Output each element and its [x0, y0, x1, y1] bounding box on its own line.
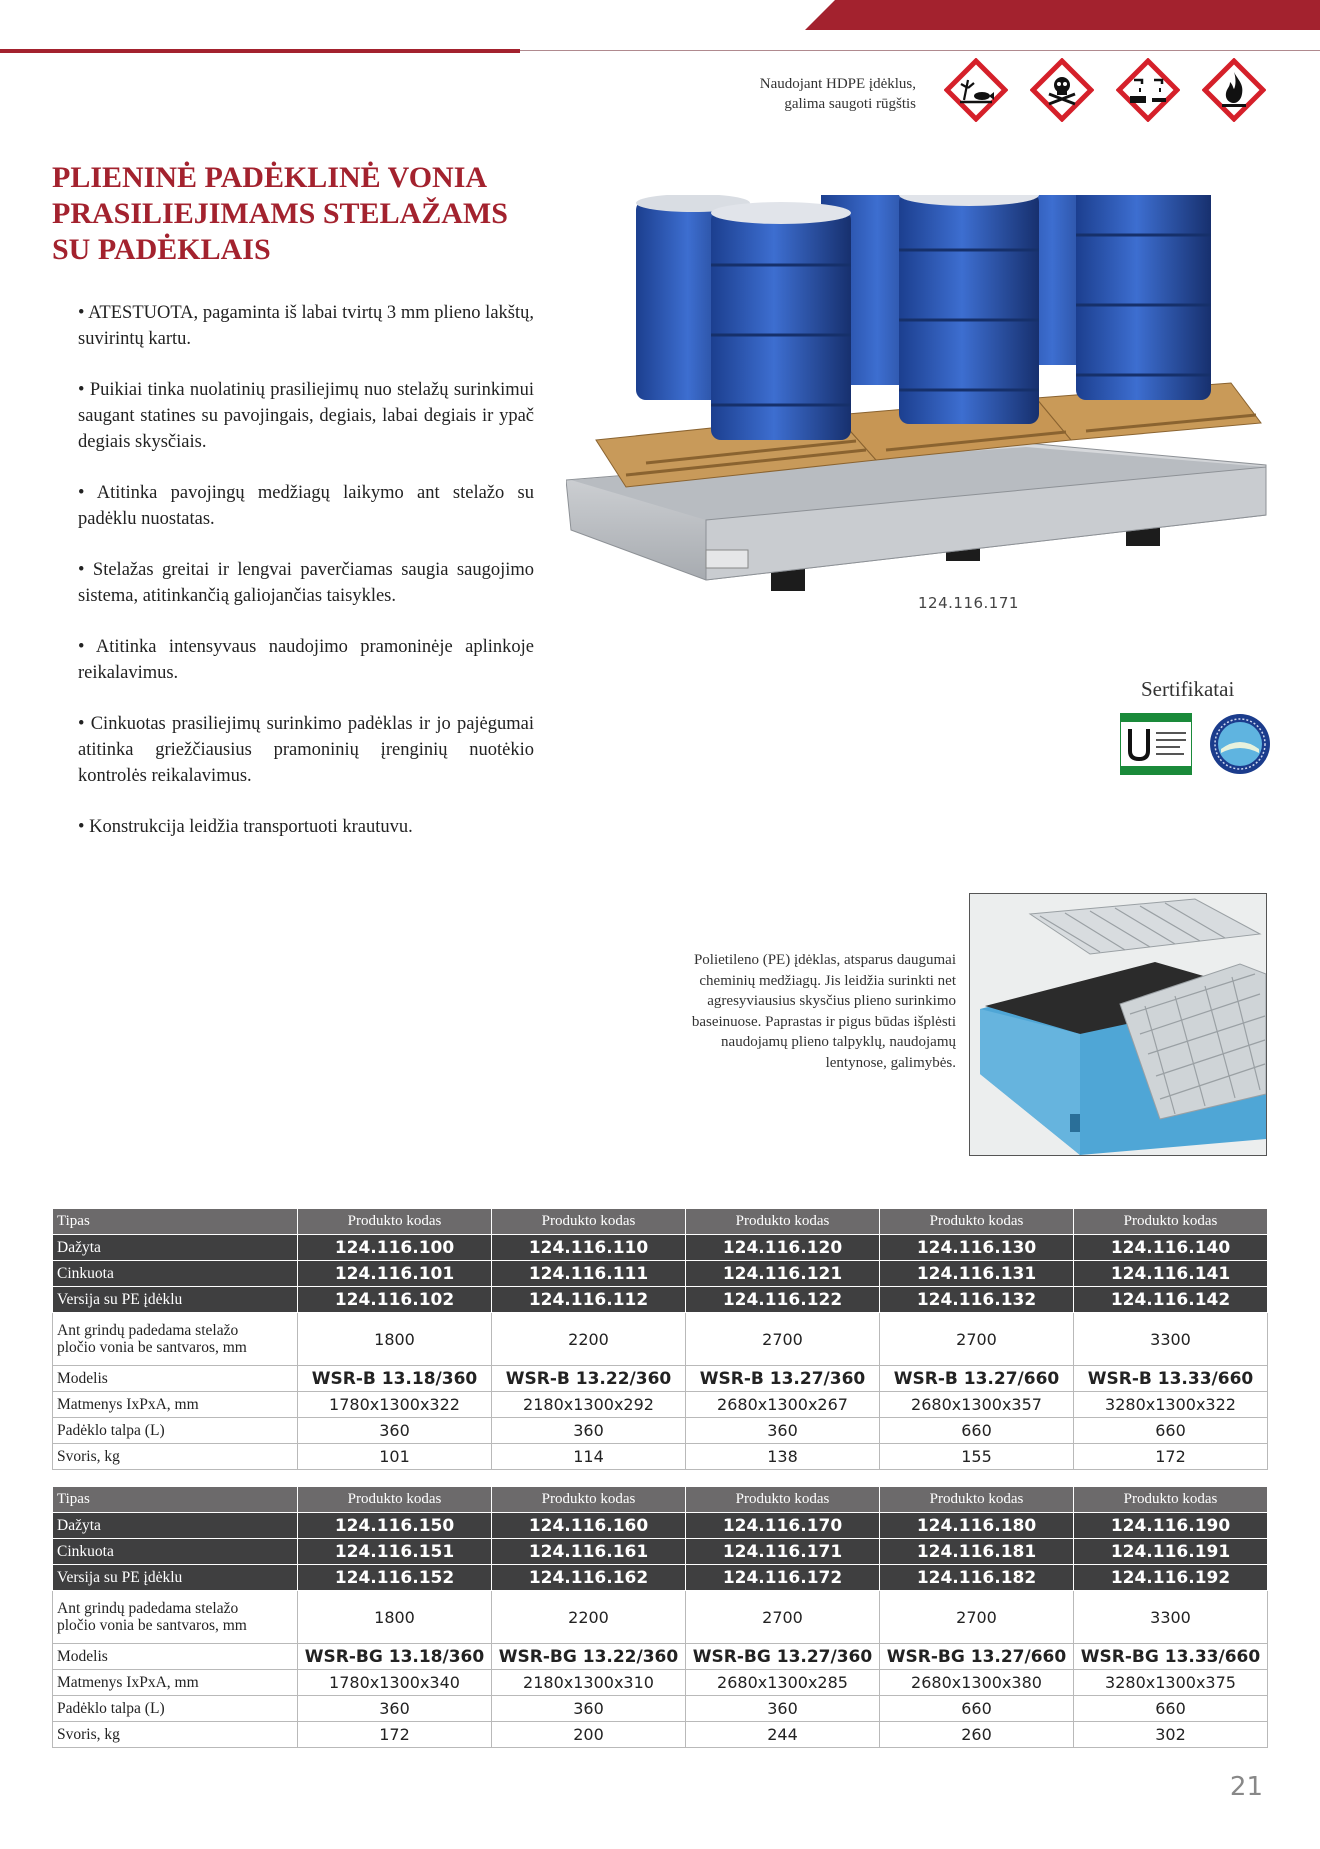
feature-item: • Puikiai tinka nuolatinių prasiliejimų nuo stelažų surinkimui saugant statines su pavojingais, degiais, labai degiais ir ypač degiais skysčiais.	[78, 380, 534, 452]
table-row-pe-version	[53, 1287, 1268, 1313]
feature-item: • Cinkuotas prasiliejimų surinkimo padėklas ir jo pajėgumai atitinka griežčiausius pramoninių įrenginių nuotėkio kontrolės reikalavimus.	[78, 714, 534, 786]
column-header: Produkto kodas	[1074, 1487, 1268, 1513]
table-row-model	[53, 1644, 1268, 1670]
model-name: WSR-B 13.27/360	[686, 1366, 880, 1392]
hdpe-note-line2: galima saugoti rūgštis	[784, 96, 916, 112]
tipas-label: Tipas	[53, 1487, 298, 1513]
table-cell: 172	[298, 1722, 492, 1748]
table-row-capacity	[53, 1696, 1268, 1722]
product-photo-sump-with-drums	[566, 195, 1280, 595]
row-label	[53, 1313, 298, 1366]
table-cell: 2180x1300x310	[492, 1670, 686, 1696]
column-header: Produkto kodas	[298, 1487, 492, 1513]
table-cell: 200	[492, 1722, 686, 1748]
table-row-dazyta	[53, 1513, 1268, 1539]
product-code: 124.116.162	[492, 1565, 686, 1591]
spec-table-painted	[52, 1208, 1268, 1470]
product-code: 124.116.142	[1074, 1287, 1268, 1313]
table-cell: 360	[686, 1418, 880, 1444]
column-header: Produkto kodas	[298, 1209, 492, 1235]
table-row-pe-version	[53, 1565, 1268, 1591]
row-label: Modelis	[53, 1644, 298, 1670]
table-header-row	[53, 1209, 1268, 1235]
product-code: 124.116.141	[1074, 1261, 1268, 1287]
product-code: 124.116.120	[686, 1235, 880, 1261]
product-code: 124.116.181	[880, 1539, 1074, 1565]
table-row-dimensions	[53, 1392, 1268, 1418]
title-line-1: PLIENINĖ PADĖKLINĖ VONIA	[52, 161, 488, 194]
hdpe-note-line1: Naudojant HDPE įdėklus,	[759, 76, 916, 92]
table-row-dimensions	[53, 1670, 1268, 1696]
table-cell: 2700	[686, 1313, 880, 1366]
hdpe-note	[656, 74, 916, 114]
table-cell: 101	[298, 1444, 492, 1470]
table-cell: 2180x1300x292	[492, 1392, 686, 1418]
environment-hazard-icon	[944, 58, 1008, 122]
product-code: 124.116.112	[492, 1287, 686, 1313]
row-label-line: pločio vonia be santvaros, mm	[57, 1339, 247, 1356]
corrosive-icon	[1116, 58, 1180, 122]
product-code: 124.116.150	[298, 1513, 492, 1539]
table-cell: 3280x1300x322	[1074, 1392, 1268, 1418]
header-red-rule	[0, 49, 520, 53]
product-code: 124.116.192	[1074, 1565, 1268, 1591]
table-cell: 138	[686, 1444, 880, 1470]
feature-item: • Atitinka intensyvaus naudojimo pramoninėje aplinkoje reikalavimus.	[78, 637, 534, 683]
product-code: 124.116.170	[686, 1513, 880, 1539]
model-name: WSR-B 13.22/360	[492, 1366, 686, 1392]
feature-item: • ATESTUOTA, pagaminta iš labai tvirtų 3 mm plieno lakštų, suvirintų kartu.	[78, 303, 534, 349]
model-name: WSR-BG 13.18/360	[298, 1644, 492, 1670]
row-label: Padėklo talpa (L)	[53, 1418, 298, 1444]
table-cell: 2200	[492, 1313, 686, 1366]
table-cell: 360	[492, 1696, 686, 1722]
drum	[1076, 195, 1211, 400]
table-row-weight	[53, 1444, 1268, 1470]
table-row-width	[53, 1591, 1268, 1644]
product-code: 124.116.171	[686, 1539, 880, 1565]
product-code: 124.116.131	[880, 1261, 1074, 1287]
row-label-line: pločio vonia be santvaros, mm	[57, 1617, 247, 1634]
model-name: WSR-B 13.27/660	[880, 1366, 1074, 1392]
table-cell: 660	[880, 1696, 1074, 1722]
feature-item: • Konstrukcija leidžia transportuoti krautuvu.	[78, 817, 413, 837]
row-label: Matmenys IxPxA, mm	[53, 1670, 298, 1696]
table-row-weight	[53, 1722, 1268, 1748]
row-label: Dažyta	[53, 1513, 298, 1539]
product-code: 124.116.101	[298, 1261, 492, 1287]
row-label: Svoris, kg	[53, 1444, 298, 1470]
row-label-line: Ant grindų padedama stelažo	[57, 1322, 239, 1339]
product-code: 124.116.190	[1074, 1513, 1268, 1539]
product-code: 124.116.102	[298, 1287, 492, 1313]
row-label: Padėklo talpa (L)	[53, 1696, 298, 1722]
row-label	[53, 1591, 298, 1644]
table-cell: 360	[298, 1418, 492, 1444]
table-header-row	[53, 1487, 1268, 1513]
product-code: 124.116.161	[492, 1539, 686, 1565]
table-cell: 260	[880, 1722, 1074, 1748]
model-name: WSR-BG 13.27/360	[686, 1644, 880, 1670]
product-code: 124.116.160	[492, 1513, 686, 1539]
column-header: Produkto kodas	[880, 1487, 1074, 1513]
table-cell: 2200	[492, 1591, 686, 1644]
row-label: Cinkuota	[53, 1539, 298, 1565]
flammable-icon	[1202, 58, 1266, 122]
product-code: 124.116.172	[686, 1565, 880, 1591]
page-number: 21	[1229, 1772, 1263, 1802]
table-cell: 2700	[686, 1591, 880, 1644]
model-name: WSR-B 13.33/660	[1074, 1366, 1268, 1392]
column-header: Produkto kodas	[492, 1209, 686, 1235]
header-red-band	[805, 0, 1320, 30]
table-cell: 1800	[298, 1313, 492, 1366]
table-cell: 302	[1074, 1722, 1268, 1748]
product-code: 124.116.151	[298, 1539, 492, 1565]
spec-table-galvanized	[52, 1486, 1268, 1748]
table-row-capacity	[53, 1418, 1268, 1444]
table-row-dazyta	[53, 1235, 1268, 1261]
table-cell: 3280x1300x375	[1074, 1670, 1268, 1696]
table-cell: 3300	[1074, 1313, 1268, 1366]
title-line-2: PRASILIEJIMAMS STELAŽAMS	[52, 197, 508, 230]
table-cell: 2680x1300x357	[880, 1392, 1074, 1418]
table-cell: 660	[880, 1418, 1074, 1444]
tipas-label: Tipas	[53, 1209, 298, 1235]
table-row-cinkuota	[53, 1261, 1268, 1287]
table-cell: 114	[492, 1444, 686, 1470]
model-name: WSR-BG 13.22/360	[492, 1644, 686, 1670]
feature-item: • Stelažas greitai ir lengvai paverčiamas saugia saugojimo sistema, atitinkančią galiojančias taisykles.	[78, 560, 534, 606]
photo-caption: 124.116.171	[918, 594, 1019, 612]
table-cell: 360	[686, 1696, 880, 1722]
product-code: 124.116.100	[298, 1235, 492, 1261]
dibt-certificate-logo	[1120, 713, 1192, 775]
table-cell: 2700	[880, 1313, 1074, 1366]
table-cell: 244	[686, 1722, 880, 1748]
product-code: 124.116.140	[1074, 1235, 1268, 1261]
table-cell: 155	[880, 1444, 1074, 1470]
column-header: Produkto kodas	[1074, 1209, 1268, 1235]
product-code: 124.116.180	[880, 1513, 1074, 1539]
pe-insert-note: Polietileno (PE) įdėklas, atsparus daugumai cheminių medžiagų. Jis leidžia surinkti net agresyviausius skysčius plieno surinkimo baseinuose. Paprastas ir pigus būdas išplėsti naudojamų plieno talpyklų, naudojamų lentynose, galimybės.	[691, 952, 956, 1071]
table-cell: 2680x1300x267	[686, 1392, 880, 1418]
table-row-cinkuota	[53, 1539, 1268, 1565]
row-label: Versija su PE įdėklu	[53, 1565, 298, 1591]
product-photo-pe-insert	[969, 893, 1267, 1156]
drum	[899, 195, 1039, 424]
model-name: WSR-BG 13.27/660	[880, 1644, 1074, 1670]
table-row-model	[53, 1366, 1268, 1392]
table-row-width	[53, 1313, 1268, 1366]
feature-item: • Atitinka pavojingų medžiagų laikymo ant stelažo su padėklu nuostatas.	[78, 483, 534, 529]
table-cell: 1780x1300x322	[298, 1392, 492, 1418]
column-header: Produkto kodas	[880, 1209, 1074, 1235]
row-label: Modelis	[53, 1366, 298, 1392]
page-title	[52, 160, 572, 268]
column-header: Produkto kodas	[492, 1487, 686, 1513]
table-cell: 2680x1300x380	[880, 1670, 1074, 1696]
product-code: 124.116.121	[686, 1261, 880, 1287]
product-code: 124.116.111	[492, 1261, 686, 1287]
column-header: Produkto kodas	[686, 1487, 880, 1513]
row-label: Versija su PE įdėklu	[53, 1287, 298, 1313]
table-cell: 360	[298, 1696, 492, 1722]
header-grey-rule	[520, 50, 1320, 51]
column-header: Produkto kodas	[686, 1209, 880, 1235]
product-code: 124.116.110	[492, 1235, 686, 1261]
table-cell: 172	[1074, 1444, 1268, 1470]
model-name: WSR-B 13.18/360	[298, 1366, 492, 1392]
table-cell: 3300	[1074, 1591, 1268, 1644]
feature-list	[78, 300, 534, 865]
table-cell: 360	[492, 1418, 686, 1444]
product-code: 124.116.152	[298, 1565, 492, 1591]
row-label: Svoris, kg	[53, 1722, 298, 1748]
certificates-label: Sertifikatai	[1141, 677, 1235, 701]
table-cell: 2700	[880, 1591, 1074, 1644]
title-line-3: SU PADĖKLAIS	[52, 233, 271, 266]
table-cell: 2680x1300x285	[686, 1670, 880, 1696]
quality-certificate-logo	[1209, 713, 1271, 775]
drum	[711, 202, 851, 440]
product-code: 124.116.132	[880, 1287, 1074, 1313]
skull-crossbones-icon	[1030, 58, 1094, 122]
row-label: Dažyta	[53, 1235, 298, 1261]
model-name: WSR-BG 13.33/660	[1074, 1644, 1268, 1670]
row-label: Cinkuota	[53, 1261, 298, 1287]
table-cell: 1780x1300x340	[298, 1670, 492, 1696]
table-cell: 1800	[298, 1591, 492, 1644]
product-code: 124.116.182	[880, 1565, 1074, 1591]
product-code: 124.116.130	[880, 1235, 1074, 1261]
row-label-line: Ant grindų padedama stelažo	[57, 1600, 239, 1617]
product-code: 124.116.191	[1074, 1539, 1268, 1565]
table-cell: 660	[1074, 1696, 1268, 1722]
row-label: Matmenys IxPxA, mm	[53, 1392, 298, 1418]
product-code: 124.116.122	[686, 1287, 880, 1313]
table-cell: 660	[1074, 1418, 1268, 1444]
